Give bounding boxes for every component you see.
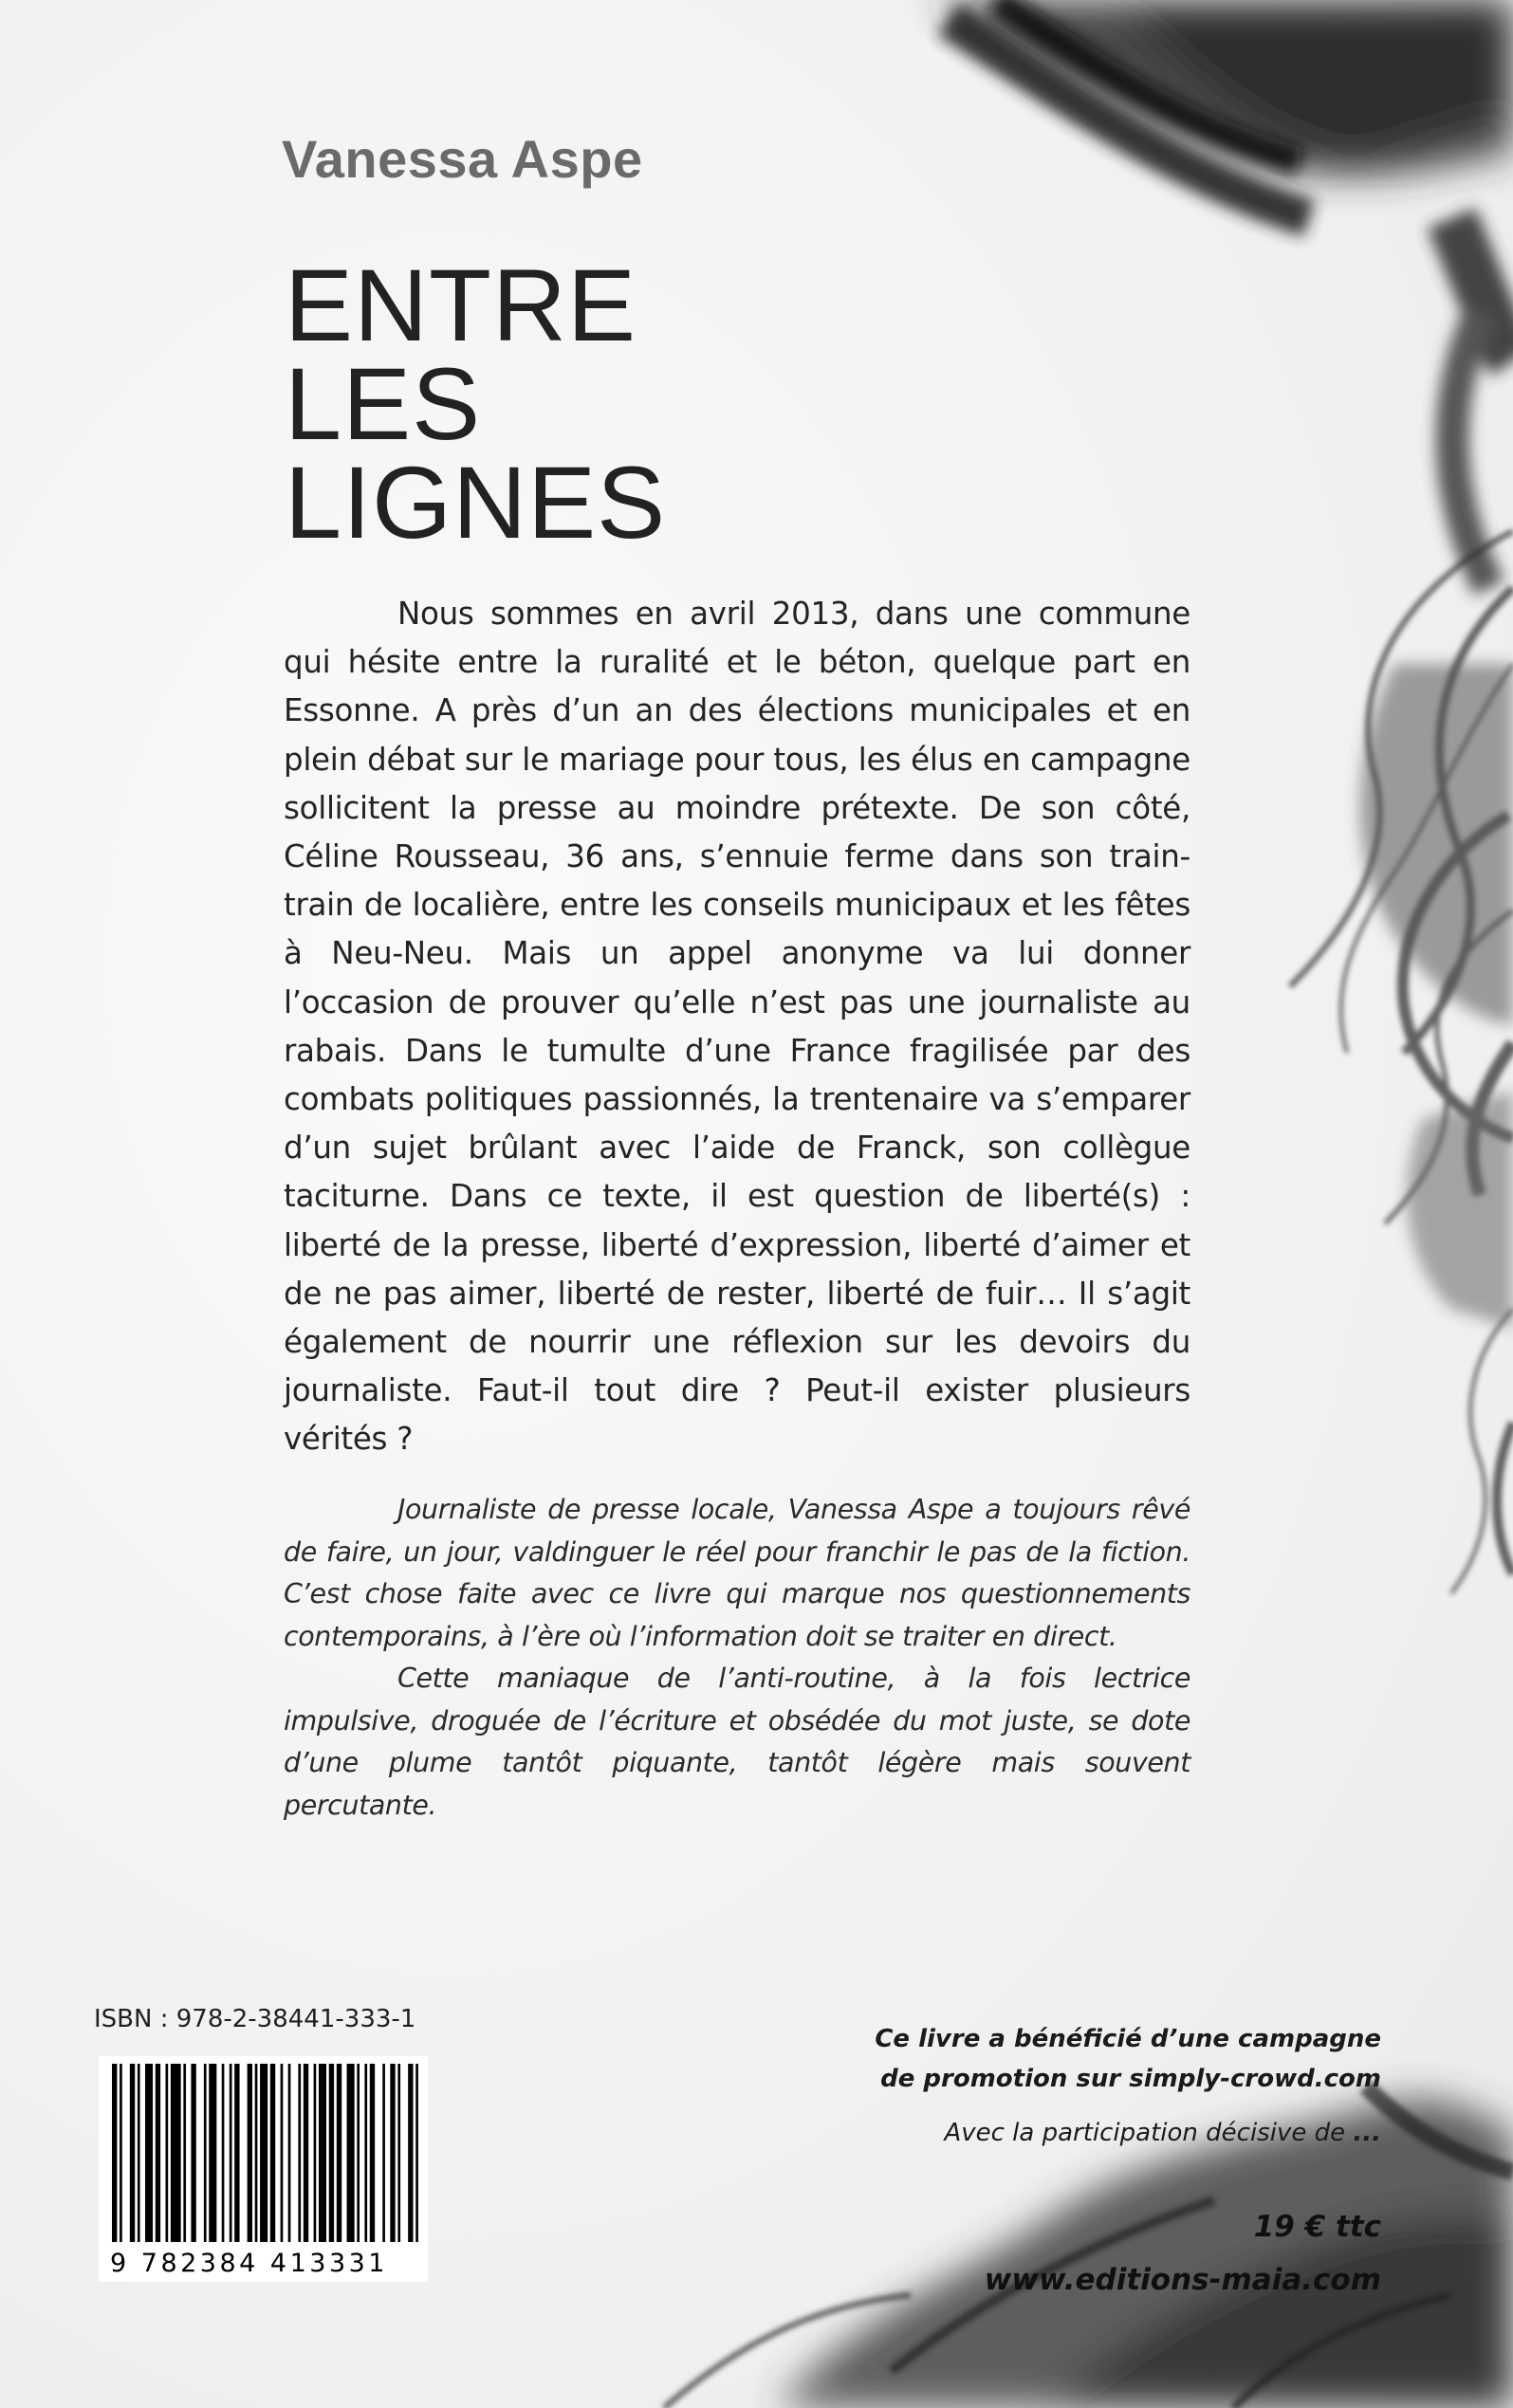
barcode-bars-image xyxy=(99,2056,428,2246)
barcode-bar xyxy=(337,2064,341,2242)
author-bio-paragraph-2: Cette maniaque de l’anti-routine, à la fois lectrice impulsive, droguée de l’écriture et obsédée du mot juste, se dote d’une plume tantôt piquante, tantôt légère mais souvent percutante. xyxy=(284,1663,1190,1821)
author-bio-paragraph-1: Journaliste de presse locale, Vanessa Aspe a toujours rêvé de faire, un jour, valdinguer le réel pour franchir le pas de la fiction. C’est chose faite avec ce livre qui marque nos questionnements contemporains, à l’ère où l’information doit se traiter en direct. xyxy=(284,1494,1190,1652)
barcode-bar xyxy=(191,2064,195,2242)
book-title-line-2: LES xyxy=(285,346,482,461)
book-title-line-1: ENTRE xyxy=(285,248,637,362)
barcode-bar xyxy=(319,2064,326,2242)
price-label: 19 € ttc xyxy=(1253,2210,1381,2244)
barcode-bar xyxy=(209,2064,216,2242)
promo-text xyxy=(875,2019,1381,2099)
participation-text xyxy=(944,2119,1381,2147)
barcode-bar xyxy=(397,2064,400,2242)
barcode-bar xyxy=(370,2064,375,2242)
barcode-bar xyxy=(357,2064,360,2242)
barcode-bar xyxy=(234,2064,239,2242)
barcode-bar xyxy=(138,2064,140,2242)
barcode-bar xyxy=(382,2064,385,2242)
barcode-bar xyxy=(130,2064,135,2242)
barcode-bar xyxy=(156,2064,160,2242)
barcode-bar xyxy=(329,2064,334,2242)
promo-line-1: Ce livre a bénéficié d’une campagne xyxy=(875,2025,1381,2053)
barcode-bar xyxy=(298,2064,301,2242)
book-summary: Nous sommes en avril 2013, dans une commune qui hésite entre la ruralité et le béton, quelque part en Essonne. A près d’un an des élections municipales et en plein débat sur le mariage pour tous, les élus en campagne sollicitent la presse au moindre prétexte. De son côté, Céline Rousseau, 36 ans, s’ennuie ferme dans son train-train de localière, entre les conseils municipaux et les fêtes à Neu-Neu. Mais un appel anonyme va lui donner l’occasion de prouver qu’elle n’est pas une journaliste au rabais. Dans le tumulte d’une France fragilisée par des combats politiques passionnés, la trentenaire va s’emparer d’un sujet brûlant avec l’aide de Franck, son collègue taciturne. Dans ce texte, il est question de liberté(s) : liberté de la presse, liberté d’expression, liberté d’aimer et de ne pas aimer, liberté de rester, liberté de fuir… Il s’agit également de nourrir une réflexion sur les devoirs du journaliste. Faut-il tout dire ? Peut-il exister plusieurs vérités ? xyxy=(284,596,1190,1458)
author-name: Vanessa Aspe xyxy=(282,129,643,189)
barcode-bar xyxy=(364,2064,367,2242)
barcode-bar xyxy=(415,2064,418,2242)
barcode-bar xyxy=(255,2064,258,2242)
barcode-bar xyxy=(347,2064,355,2242)
barcode-bar xyxy=(304,2064,308,2242)
barcode-bar xyxy=(222,2064,225,2242)
barcode xyxy=(99,2056,428,2282)
barcode-bar xyxy=(171,2064,181,2242)
book-title-line-3: LIGNES xyxy=(285,445,667,560)
barcode-bar xyxy=(314,2064,317,2242)
promo-line-2: de promotion sur simply-crowd.com xyxy=(880,2065,1381,2093)
participation-ellipsis: ... xyxy=(1353,2119,1381,2147)
barcode-bar xyxy=(288,2064,291,2242)
barcode-bar xyxy=(408,2064,413,2242)
barcode-bar xyxy=(230,2064,232,2242)
barcode-bar xyxy=(145,2064,153,2242)
isbn-label: ISBN : 978-2-38441-333-1 xyxy=(94,2005,416,2033)
participation-label: Avec la participation décisive de xyxy=(944,2119,1346,2147)
book-title xyxy=(285,248,667,560)
barcode-bar xyxy=(390,2064,395,2242)
barcode-bar xyxy=(270,2064,275,2242)
barcode-bar xyxy=(248,2064,252,2242)
barcode-bar xyxy=(112,2064,117,2242)
barcode-bar xyxy=(120,2064,122,2242)
barcode-bar xyxy=(260,2064,268,2242)
barcode-bar xyxy=(166,2064,169,2242)
barcode-bar xyxy=(183,2064,186,2242)
barcode-bar xyxy=(281,2064,284,2242)
author-bio xyxy=(284,1489,1190,1827)
publisher-website: www.editions-maia.com xyxy=(984,2263,1381,2297)
barcode-bar xyxy=(204,2064,207,2242)
barcode-digits: 9 782384 413331 xyxy=(110,2249,388,2278)
